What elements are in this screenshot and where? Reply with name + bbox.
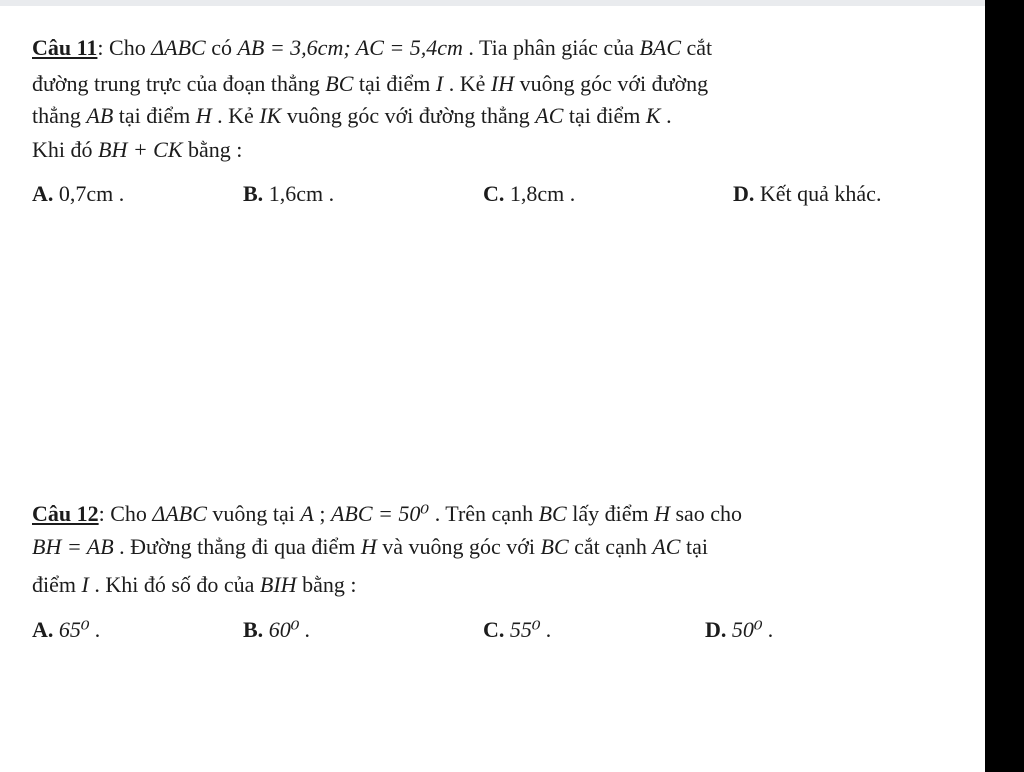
- choice-text: Kết quả khác.: [754, 181, 882, 206]
- q11-l4-text: Khi đó: [32, 137, 98, 162]
- q11-l3-math: AB: [86, 103, 114, 128]
- q12-choice-d: [705, 616, 774, 644]
- q12-l2-text: . Đường thẳng đi qua điểm: [113, 534, 361, 559]
- q11-l3-text: thẳng: [32, 103, 87, 128]
- q11-l1-math: AB = 3,6cm; AC = 5,4cm: [237, 35, 463, 60]
- choice-letter: B.: [243, 617, 264, 642]
- q12-l2-text: cắt cạnh: [568, 534, 653, 559]
- q12-l3-text: . Khi đó số đo của: [88, 572, 260, 597]
- q12-l1-math: BC: [538, 501, 567, 526]
- choice-letter: A.: [32, 181, 54, 206]
- q11-l3-text: vuông góc với đường thẳng: [281, 103, 536, 128]
- choice-letter: D.: [705, 617, 727, 642]
- q12-l2-text: và vuông góc với: [376, 534, 541, 559]
- choice-letter: D.: [733, 181, 755, 206]
- q11-l4-text: bằng :: [182, 137, 243, 162]
- choice-letter: B.: [243, 181, 264, 206]
- q12-choice-a: [32, 616, 101, 644]
- q11-l2-math: BC: [325, 71, 354, 96]
- q11-choice-d: [733, 180, 881, 208]
- q11-l2-text: đường trung trực của đoạn thẳng: [32, 71, 326, 96]
- q12-l3-math: BIH: [259, 572, 297, 597]
- q11-l1-text: có: [205, 35, 238, 60]
- q12-line-1: [32, 500, 742, 528]
- choice-text: 50⁰ .: [726, 617, 774, 642]
- q11-line-4: [32, 136, 242, 164]
- q11-l1-text: . Tia phân giác của: [462, 35, 640, 60]
- q12-l1-text: lấy điểm: [566, 501, 655, 526]
- q12-l3-math: I: [81, 572, 89, 597]
- q11-label: Câu 11: [32, 35, 98, 60]
- q12-l3-text: điểm: [32, 572, 82, 597]
- q12-l1-math: H: [654, 501, 670, 526]
- q12-l2-math: AC: [652, 534, 681, 559]
- choice-letter: C.: [483, 617, 505, 642]
- q11-l1-math: BAC: [639, 35, 682, 60]
- q12-l1-text: ;: [313, 501, 331, 526]
- choice-text: 55⁰ .: [504, 617, 552, 642]
- q11-l3-math: H: [195, 103, 212, 128]
- q11-l2-text: . Kẻ: [443, 71, 491, 96]
- q12-l3-text: bằng :: [296, 572, 357, 597]
- q11-l3-math: K: [645, 103, 661, 128]
- q11-l2-math: IH: [490, 71, 515, 96]
- q12-l1-text: . Trên cạnh: [429, 501, 539, 526]
- q12-choice-b: [243, 616, 311, 644]
- q11-choice-c: [483, 180, 575, 208]
- q12-l2-math: H: [360, 534, 377, 559]
- q12-line-3: [32, 571, 356, 599]
- q12-l2-text: tại: [680, 534, 708, 559]
- q11-l2-text: tại điểm: [353, 71, 436, 96]
- q12-l1-math: A: [300, 501, 314, 526]
- choice-text: 0,7cm .: [53, 181, 125, 206]
- q12-line-2: [32, 533, 708, 561]
- q11-line-3: [32, 102, 672, 130]
- right-black-bar: [985, 0, 1024, 772]
- q12-choice-c: [483, 616, 552, 644]
- q12-l2-math: BC: [540, 534, 569, 559]
- q12-l1-text: : Cho: [98, 501, 153, 526]
- q11-choice-b: [243, 180, 334, 208]
- q11-l1-text: : Cho: [97, 35, 152, 60]
- q12-l1-text: sao cho: [669, 501, 743, 526]
- choice-text: 1,6cm .: [263, 181, 335, 206]
- q11-line-2: [32, 70, 708, 98]
- choice-text: 1,8cm .: [504, 181, 576, 206]
- q11-l3-text: tại điểm: [113, 103, 196, 128]
- q11-l3-text: tại điểm: [563, 103, 646, 128]
- q11-l2-math: I: [435, 71, 444, 96]
- q11-l3-text: .: [660, 103, 672, 128]
- q11-l1-math: ΔABC: [151, 35, 206, 60]
- q11-l1-text: cắt: [681, 35, 713, 60]
- q12-label: Câu 12: [32, 501, 99, 526]
- q11-l3-text: . Kẻ: [211, 103, 260, 128]
- q12-l1-math: ΔABC: [152, 501, 207, 526]
- choice-text: 60⁰ .: [263, 617, 311, 642]
- choice-letter: C.: [483, 181, 505, 206]
- q11-choice-a: [32, 180, 124, 208]
- choice-letter: A.: [32, 617, 54, 642]
- q11-l4-math: BH + CK: [98, 137, 183, 162]
- q11-l2-text: vuông góc với đường: [514, 71, 709, 96]
- choice-text: 65⁰ .: [53, 617, 101, 642]
- q12-l1-math: ABC = 50⁰: [330, 501, 430, 526]
- q11-line-1: [32, 34, 712, 62]
- q12-l2-math: BH = AB: [32, 534, 114, 559]
- q12-l1-text: vuông tại: [206, 501, 301, 526]
- q11-l3-math: AC: [535, 103, 564, 128]
- q11-l3-math: IK: [259, 103, 282, 128]
